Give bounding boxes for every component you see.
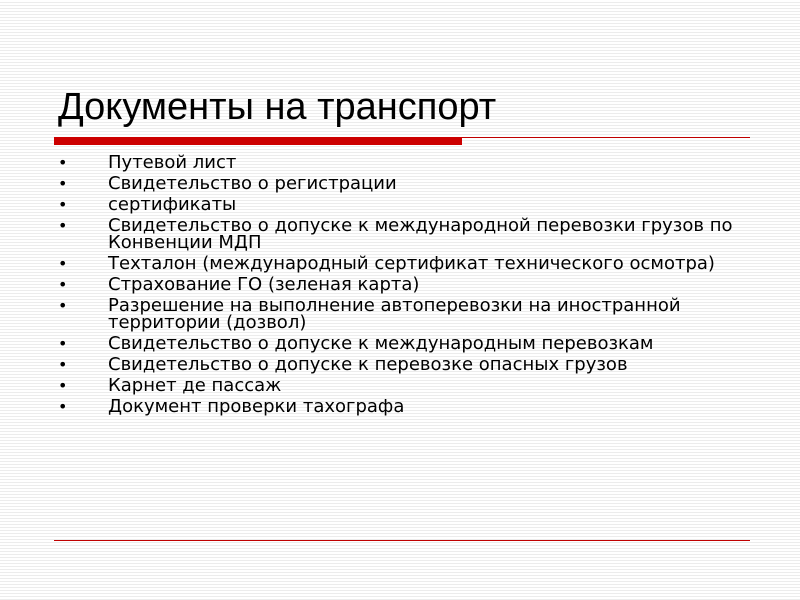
list-item: [58, 255, 758, 272]
bullet-icon: •: [58, 296, 68, 315]
title-underline-rule: [462, 137, 750, 138]
list-item-text: Техталон (международный сертификат технического осмотра): [108, 253, 715, 274]
bullet-icon: •: [58, 216, 68, 235]
list-item-text: Путевой лист: [108, 152, 237, 173]
bullet-icon: •: [58, 334, 68, 353]
list-item-text: Страхование ГО (зеленая карта): [108, 274, 420, 295]
footer-rule: [54, 540, 750, 541]
bullet-icon: •: [58, 397, 68, 416]
list-item-text: Свидетельство о допуске к международной перевозки грузов по Конвенции МДП: [108, 215, 733, 253]
list-item: [58, 356, 758, 373]
bullet-icon: •: [58, 254, 68, 273]
bullet-icon: •: [58, 376, 68, 395]
list-item: [58, 154, 758, 171]
bullet-icon: •: [58, 153, 68, 172]
list-item: [58, 398, 758, 415]
list-item-text: Свидетельство о допуске к международным перевозкам: [108, 333, 654, 354]
bullet-list: [58, 154, 758, 419]
bullet-icon: •: [58, 174, 68, 193]
list-item-text: сертификаты: [108, 194, 237, 215]
list-item: [58, 297, 758, 331]
list-item: [58, 276, 758, 293]
list-item: [58, 377, 758, 394]
list-item-text: Свидетельство о допуске к перевозке опасных грузов: [108, 354, 628, 375]
list-item-text: Документ проверки тахографа: [108, 396, 405, 417]
list-item: [58, 196, 758, 213]
bullet-icon: •: [58, 195, 68, 214]
slide-title: Документы на транспорт: [58, 86, 497, 128]
title-underline-accent: [54, 137, 462, 145]
list-item: [58, 335, 758, 352]
list-item: [58, 175, 758, 192]
list-item: [58, 217, 758, 251]
list-item-text: Карнет де пассаж: [108, 375, 282, 396]
bullet-icon: •: [58, 275, 68, 294]
list-item-text: Разрешение на выполнение автоперевозки на иностранной территории (дозвол): [108, 295, 681, 333]
list-item-text: Свидетельство о регистрации: [108, 173, 397, 194]
bullet-icon: •: [58, 355, 68, 374]
